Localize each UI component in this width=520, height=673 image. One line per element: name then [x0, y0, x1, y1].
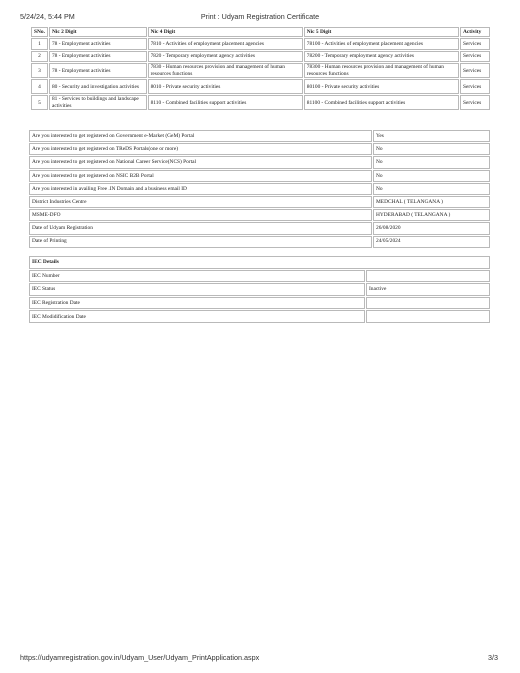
col-header-nic4: Nic 4 Digit: [148, 27, 303, 37]
cell-nic2: 81 - Services to buildings and landscape activities: [49, 95, 147, 110]
info-question: Are you interested to get registered on TReDS Portals(one or more): [29, 143, 372, 155]
table-row: [29, 209, 490, 221]
col-header-activity: Activity: [460, 27, 490, 37]
table-row: [29, 170, 490, 182]
table-row: [31, 51, 490, 63]
print-page-title: Print : Udyam Registration Certificate: [200, 12, 320, 21]
cell-activity: Services: [460, 51, 490, 63]
cell-nic5: 78300 - Human resources provision and management of human resources functions: [304, 63, 459, 78]
table-row: [29, 196, 490, 208]
cell-sno: 5: [31, 95, 48, 110]
iec-label: IEC Number: [29, 270, 365, 283]
iec-label: IEC Modidification Date: [29, 310, 365, 323]
info-answer: No: [373, 156, 490, 168]
table-row: [29, 283, 490, 296]
info-answer: No: [373, 183, 490, 195]
iec-details-heading: IEC Details: [29, 256, 490, 269]
table-row: [29, 183, 490, 195]
print-timestamp: 5/24/24, 5:44 PM: [20, 12, 75, 21]
iec-label: IEC Status: [29, 283, 365, 296]
table-header-row: [29, 256, 490, 269]
nic-code-table: [30, 26, 491, 111]
iec-value: [366, 270, 490, 283]
table-header-row: [31, 27, 490, 37]
cell-sno: 3: [31, 63, 48, 78]
info-label: Date of Printing: [29, 236, 372, 248]
info-question: Are you interested to get registered on NSIC B2B Portal: [29, 170, 372, 182]
info-value: 24/05/2024: [373, 236, 490, 248]
col-header-nic2: Nic 2 Digit: [49, 27, 147, 37]
iec-label: IEC Registration Date: [29, 297, 365, 310]
cell-nic5: 80100 - Private security activities: [304, 79, 459, 94]
info-value: 26/08/2020: [373, 222, 490, 234]
info-question: Are you interested in availing Free .IN Domain and a business email ID: [29, 183, 372, 195]
print-url: https://udyamregistration.gov.in/Udyam_User/Udyam_PrintApplication.aspx: [20, 653, 260, 662]
cell-nic5: 78200 - Temporary employment agency activities: [304, 51, 459, 63]
info-value: MEDCHAL ( TELANGANA ): [373, 196, 490, 208]
table-row: [29, 270, 490, 283]
cell-nic2: 80 - Security and investigation activities: [49, 79, 147, 94]
info-answer: No: [373, 170, 490, 182]
table-row: [29, 222, 490, 234]
col-header-sno: SNo.: [31, 27, 48, 37]
iec-value: Inactive: [366, 283, 490, 296]
cell-nic4: 7830 - Human resources provision and management of human resources functions: [148, 63, 303, 78]
table-row: [29, 310, 490, 323]
info-question: Are you interested to get registered on National Career Service(NCS) Portal: [29, 156, 372, 168]
info-answer: Yes: [373, 130, 490, 142]
table-row: [31, 95, 490, 110]
iec-value: [366, 310, 490, 323]
table-row: [31, 63, 490, 78]
cell-activity: Services: [460, 38, 490, 50]
cell-nic4: 7820 - Temporary employment agency activities: [148, 51, 303, 63]
cell-nic5: 81100 - Combined facilities support activities: [304, 95, 459, 110]
cell-nic4: 7810 - Activities of employment placement agencies: [148, 38, 303, 50]
info-answer: No: [373, 143, 490, 155]
info-question: Are you interested to get registered on Government e-Market (GeM) Portal: [29, 130, 372, 142]
table-row: [29, 143, 490, 155]
table-row: [31, 38, 490, 50]
col-header-nic5: Nic 5 Digit: [304, 27, 459, 37]
cell-nic2: 78 - Employment activities: [49, 38, 147, 50]
table-row: [29, 156, 490, 168]
table-row: [31, 79, 490, 94]
registration-info-table: [28, 129, 491, 249]
cell-nic2: 78 - Employment activities: [49, 51, 147, 63]
cell-nic5: 78100 - Activities of employment placement agencies: [304, 38, 459, 50]
table-row: [29, 297, 490, 310]
info-label: Date of Udyam Registration: [29, 222, 372, 234]
info-label: District Industries Centre: [29, 196, 372, 208]
cell-activity: Services: [460, 95, 490, 110]
info-value: HYDERABAD ( TELANGANA ): [373, 209, 490, 221]
cell-sno: 1: [31, 38, 48, 50]
cell-nic4: 8010 - Private security activities: [148, 79, 303, 94]
table-row: [29, 236, 490, 248]
cell-nic2: 78 - Employment activities: [49, 63, 147, 78]
cell-activity: Services: [460, 79, 490, 94]
cell-activity: Services: [460, 63, 490, 78]
cell-sno: 4: [31, 79, 48, 94]
cell-sno: 2: [31, 51, 48, 63]
info-label: MSME-DFO: [29, 209, 372, 221]
cell-nic4: 8110 - Combined facilities support activities: [148, 95, 303, 110]
page-number: 3/3: [488, 653, 498, 662]
iec-value: [366, 297, 490, 310]
table-row: [29, 130, 490, 142]
iec-details-table: [28, 255, 491, 324]
